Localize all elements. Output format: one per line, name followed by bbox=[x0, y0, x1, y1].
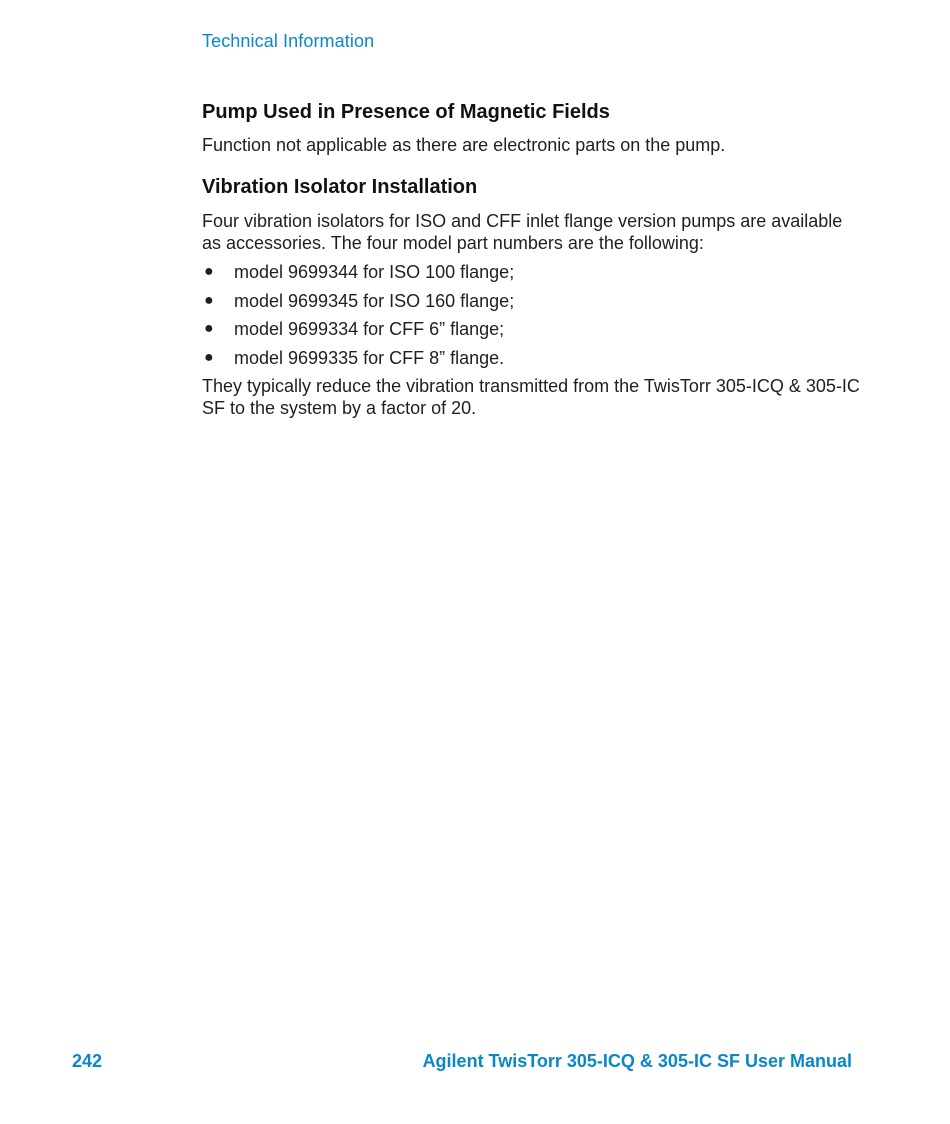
bullet-icon: ● bbox=[204, 348, 214, 366]
section-body-magnetic-fields: Function not applicable as there are electronic parts on the pump. bbox=[202, 135, 726, 155]
list-item bbox=[202, 261, 862, 283]
bullet-icon: ● bbox=[204, 291, 214, 309]
running-header: Technical Information bbox=[202, 31, 375, 51]
section-intro-vibration-isolator: Four vibration isolators for ISO and CFF inlet flange version pumps are available as accessories. The four model part numbers are the following: bbox=[202, 211, 843, 253]
bullet-icon: ● bbox=[204, 263, 214, 280]
manual-title: Agilent TwisTorr 305-ICQ & 305-IC SF User Manual bbox=[422, 1051, 852, 1071]
list-item bbox=[202, 290, 862, 312]
list-item-text: model 9699345 for ISO 160 flange; bbox=[234, 290, 515, 311]
list-item-text: model 9699334 for CFF 6” flange; bbox=[234, 319, 505, 339]
section-closing-vibration-isolator: They typically reduce the vibration transmitted from the TwisTorr 305-ICQ & 305-IC SF to the system by a factor of 20. bbox=[202, 376, 860, 418]
section-heading-vibration-isolator: Vibration Isolator Installation bbox=[202, 176, 478, 198]
page-content bbox=[202, 98, 862, 419]
list-item bbox=[202, 318, 862, 340]
page-number: 242 bbox=[72, 1051, 103, 1071]
list-item-text: model 9699335 for CFF 8” flange. bbox=[234, 347, 505, 368]
list-item-text: model 9699344 for ISO 100 flange; bbox=[234, 262, 515, 282]
section-heading-magnetic-fields: Pump Used in Presence of Magnetic Fields bbox=[202, 101, 610, 123]
bullet-icon: ● bbox=[204, 320, 214, 337]
list-item bbox=[202, 347, 862, 369]
model-list bbox=[202, 261, 862, 369]
